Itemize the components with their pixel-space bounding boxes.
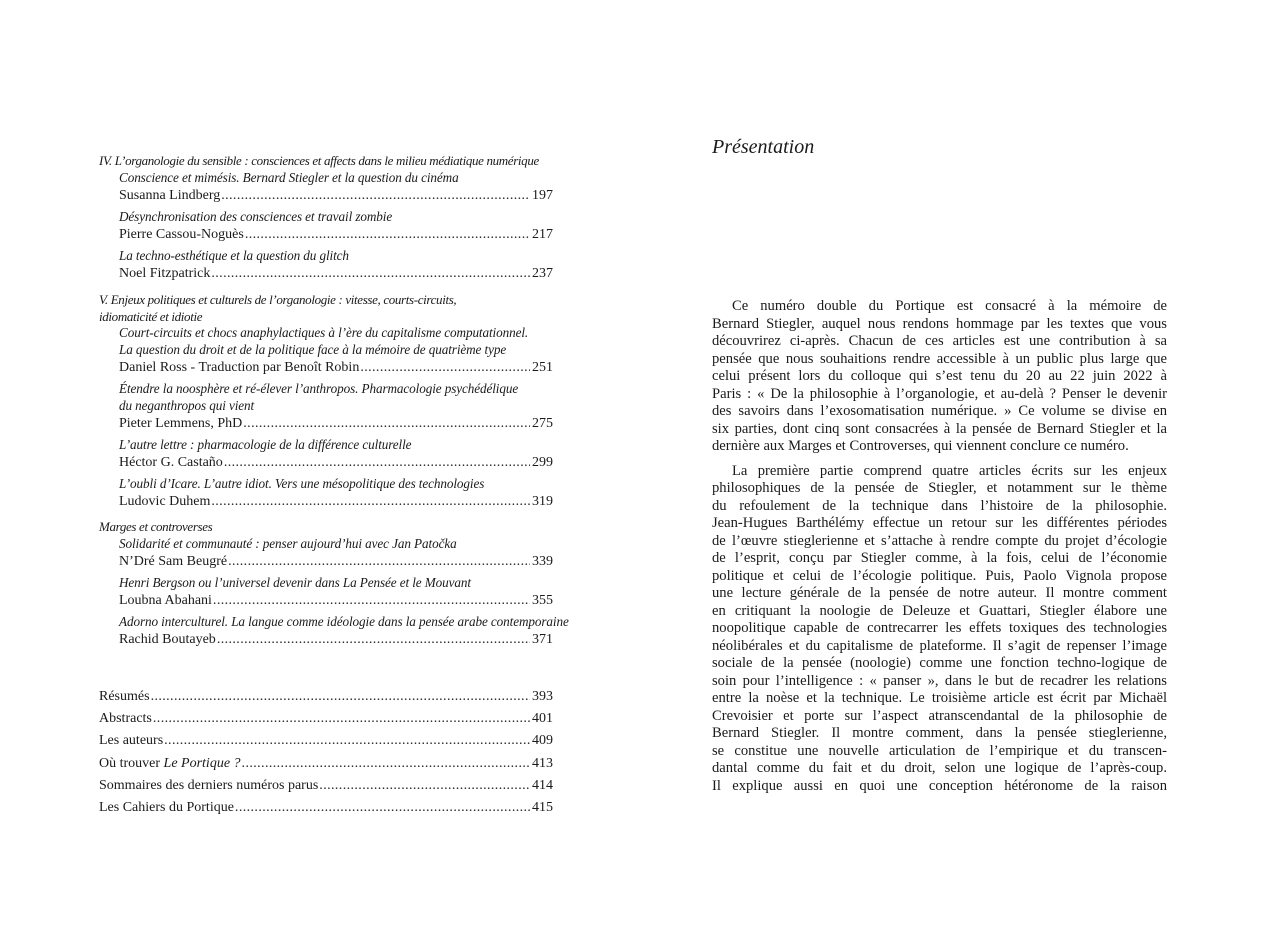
toc-entry[interactable] — [119, 265, 553, 283]
paragraph-line: Bernard Stiegler, auquel nous rendons hommage par les textes que vous — [712, 315, 1167, 332]
label-text: Sommaires des derniers numéros parus — [99, 777, 319, 793]
dot-leader — [150, 688, 530, 706]
page-title: Présentation — [712, 136, 815, 158]
dot-leader — [220, 187, 530, 205]
page-number: 401 — [532, 711, 553, 727]
back-matter-label — [99, 755, 241, 773]
paragraph-line: une lecture générale de la pensée de notre auteur. Il montre comment — [712, 585, 1167, 601]
article-author: Héctor G. Castaño — [119, 455, 223, 470]
paragraph-line: de l’esprit, conçu par Stiegler comme, à la fois, celui de l’économie — [712, 550, 1167, 566]
toc-entry[interactable] — [119, 415, 553, 433]
paragraph-line: pensée que nous souhaitions rendre accessible à un public plus large que — [712, 350, 1167, 367]
article-author: Loubna Abahani — [119, 592, 212, 608]
paragraph-line: La première partie comprend quatre articles écrits sur les enjeux — [732, 462, 1167, 479]
back-matter-label — [99, 732, 163, 750]
dot-leader — [216, 631, 530, 649]
article-title: Conscience et mimésis. Bernard Stiegler et la question du cinéma — [119, 169, 459, 185]
article-author: Rachid Boutayeb — [119, 631, 216, 647]
article-title: Henri Bergson ou l’universel devenir dans La Pensée et le Mouvant — [119, 574, 471, 590]
paragraph-line: Il explique aussi en quoi une conception hétéronome de la raison — [712, 777, 1167, 794]
page-number: 299 — [532, 455, 553, 470]
article-author: N’Dré Sam Beugré — [119, 553, 228, 569]
dot-leader — [241, 755, 530, 773]
paragraph-line: de l’œuvre stieglerienne et s’attache à rendre compte du projet d’écologie — [712, 532, 1167, 549]
article-author: Susanna Lindberg — [119, 187, 221, 203]
back-matter-label — [99, 710, 152, 728]
article-title: La techno-esthétique et la question du glitch — [119, 247, 349, 263]
article-author: Ludovic Duhem — [119, 494, 211, 509]
paragraph-line: des savoirs dans l’exosomatisation numérique. » Ce volume se divise en — [712, 403, 1167, 419]
page-number: 251 — [532, 360, 553, 375]
article-title: Solidarité et communauté : penser aujourd’hui avec Jan Patočka — [119, 535, 457, 551]
page-number: 275 — [532, 416, 553, 431]
page-number: 319 — [532, 494, 553, 509]
page-number: 237 — [532, 265, 553, 281]
back-matter-entry[interactable] — [99, 799, 553, 817]
article-title: Désynchronisation des consciences et travail zombie — [119, 208, 393, 224]
paragraph-line: sociale de la pensée (noologie) comme une fonction techno-logique de — [712, 655, 1167, 671]
right-page-presentation — [633, 0, 1266, 949]
article-author: Pieter Lemmens, PhD — [119, 416, 243, 431]
page-number: 371 — [532, 631, 553, 647]
toc-entry[interactable] — [119, 553, 553, 571]
page-number: 409 — [532, 733, 553, 749]
label-text: Abstracts — [99, 711, 152, 727]
paragraph-line: se constitue une nouvelle articulation de l’empirique et du transcen- — [712, 742, 1167, 759]
page-number: 339 — [532, 553, 553, 569]
label-text: Où trouver — [99, 755, 164, 771]
paragraph-line: Ce numéro double du Portique est consacré à la mémoire de — [732, 298, 1167, 314]
label-italic: Le Portique ? — [163, 755, 241, 771]
back-matter-entry[interactable] — [99, 688, 553, 706]
back-matter-entry[interactable] — [99, 755, 553, 773]
dot-leader — [152, 710, 530, 728]
page-number: 415 — [532, 800, 553, 815]
paragraph-line: découvrirez ci-après. Chacun de ces articles est une contribution à sa — [712, 333, 1167, 349]
article-title: L’autre lettre : pharmacologie de la différence culturelle — [119, 437, 412, 452]
paragraph-line: Paris : « De la philosophie à l’organologie, et au-delà ? Penser le devenir — [712, 385, 1167, 402]
back-matter-label — [99, 777, 318, 795]
article-title: du neganthropos qui vient — [119, 398, 255, 413]
dot-leader — [234, 799, 530, 817]
paragraph-line: néolibérales et du capitalisme de plateforme. Il s’agit de repenser l’image — [712, 637, 1167, 654]
page-number: 414 — [532, 777, 553, 793]
section-heading: idiomaticité et idiotie — [99, 308, 203, 324]
back-matter-label — [99, 688, 150, 706]
label-text: Résumés — [99, 689, 150, 704]
dot-leader — [244, 226, 530, 244]
back-matter-entry[interactable] — [99, 777, 553, 795]
toc-entry[interactable] — [119, 493, 553, 511]
paragraph-line: politique et celui de l’écologie politique. Puis, Paolo Vignola propose — [712, 567, 1167, 584]
dot-leader — [210, 493, 530, 511]
back-matter-label — [99, 799, 234, 817]
back-matter-entry[interactable] — [99, 732, 553, 750]
dot-leader — [210, 265, 530, 283]
dot-leader — [359, 359, 530, 377]
paragraph-line: dantal comme du fait et du droit, selon une logique de l’après-coup. — [712, 760, 1167, 776]
label-text: Les Cahiers du Portique — [99, 800, 234, 815]
toc-entry[interactable] — [119, 592, 553, 610]
paragraph-line: Crevoisier et porte sur l’aspect atranscendantal de la philosophie de — [712, 707, 1167, 724]
article-author: Pierre Cassou-Noguès — [119, 226, 244, 242]
paragraph-line: du refoulement de la technique dans l’histoire de la philosophie. — [712, 497, 1167, 514]
page-number: 393 — [532, 689, 553, 704]
paragraph-line: six parties, dont cinq sont consacrées à la pensée de Bernard Stiegler et la — [712, 420, 1167, 437]
article-title: La question du droit et de la politique face à la mémoire de quatrième type — [119, 342, 507, 357]
toc-entry[interactable] — [119, 359, 553, 377]
dot-leader — [223, 454, 530, 472]
article-title: L’oubli d’Icare. L’autre idiot. Vers une mésopolitique des technologies — [119, 476, 485, 491]
paragraph-line: celui présent lors du colloque qui s’est tenu du 20 au 22 juin 2022 à — [712, 368, 1167, 384]
article-title: Court-circuits et chocs anaphylactiques à l’ère du capitalisme computationnel. — [119, 325, 529, 340]
section-heading: IV. L’organologie du sensible : consciences et affects dans le milieu médiatique numérique — [99, 153, 539, 168]
dot-leader — [242, 415, 530, 433]
section-heading: V. Enjeux politiques et culturels de l’organologie : vitesse, courts-circuits, — [99, 292, 457, 307]
page-number: 217 — [532, 226, 553, 242]
paragraph-line: Jean-Hugues Barthélémy effectue un retour sur les différentes périodes — [712, 515, 1167, 531]
paragraph-line: Bernard Stiegler. Il montre comment, dans la pensée stieglerienne, — [712, 725, 1167, 741]
page-number: 355 — [532, 592, 553, 608]
page-number: 413 — [532, 755, 553, 771]
dot-leader — [212, 592, 530, 610]
page-number: 197 — [532, 187, 553, 203]
paragraph-line: noopolitique capable de contrecarrer les effets toxiques des technologies — [712, 620, 1167, 636]
section-heading: Marges et controverses — [99, 519, 213, 534]
dot-leader — [163, 732, 530, 750]
toc-entry[interactable] — [119, 226, 553, 244]
label-text: Les auteurs — [99, 733, 164, 749]
article-title: Étendre la noosphère et ré-élever l’anthropos. Pharmacologie psychédélique — [119, 381, 519, 396]
article-author: Noel Fitzpatrick — [119, 265, 211, 281]
paragraph-line: philosophiques de la pensée de Stiegler, et notamment sur le thème — [712, 480, 1167, 496]
article-title: Adorno interculturel. La langue comme idéologie dans la pensée arabe contemporaine — [119, 613, 569, 629]
paragraph-line: en critiquant la noologie de Deleuze et Guattari, Stiegler élabore une — [712, 602, 1167, 619]
back-matter-entry[interactable] — [99, 710, 553, 728]
dot-leader — [318, 777, 530, 795]
dot-leader — [227, 553, 530, 571]
toc-entry[interactable] — [119, 187, 553, 205]
toc-entry[interactable] — [119, 631, 553, 649]
toc-entry[interactable] — [119, 454, 553, 472]
paragraph-line: soin pour l’intelligence : « panser », dans le but de recadrer les relations — [712, 672, 1167, 689]
article-author: Daniel Ross - Traduction par Benoît Robin — [119, 360, 360, 375]
paragraph-line: dernière aux Marges et Controverses, qui viennent conclure ce numéro. — [712, 438, 1129, 454]
paragraph-line: entre la noèse et la technique. Le troisième article est écrit par Michaël — [712, 690, 1167, 706]
